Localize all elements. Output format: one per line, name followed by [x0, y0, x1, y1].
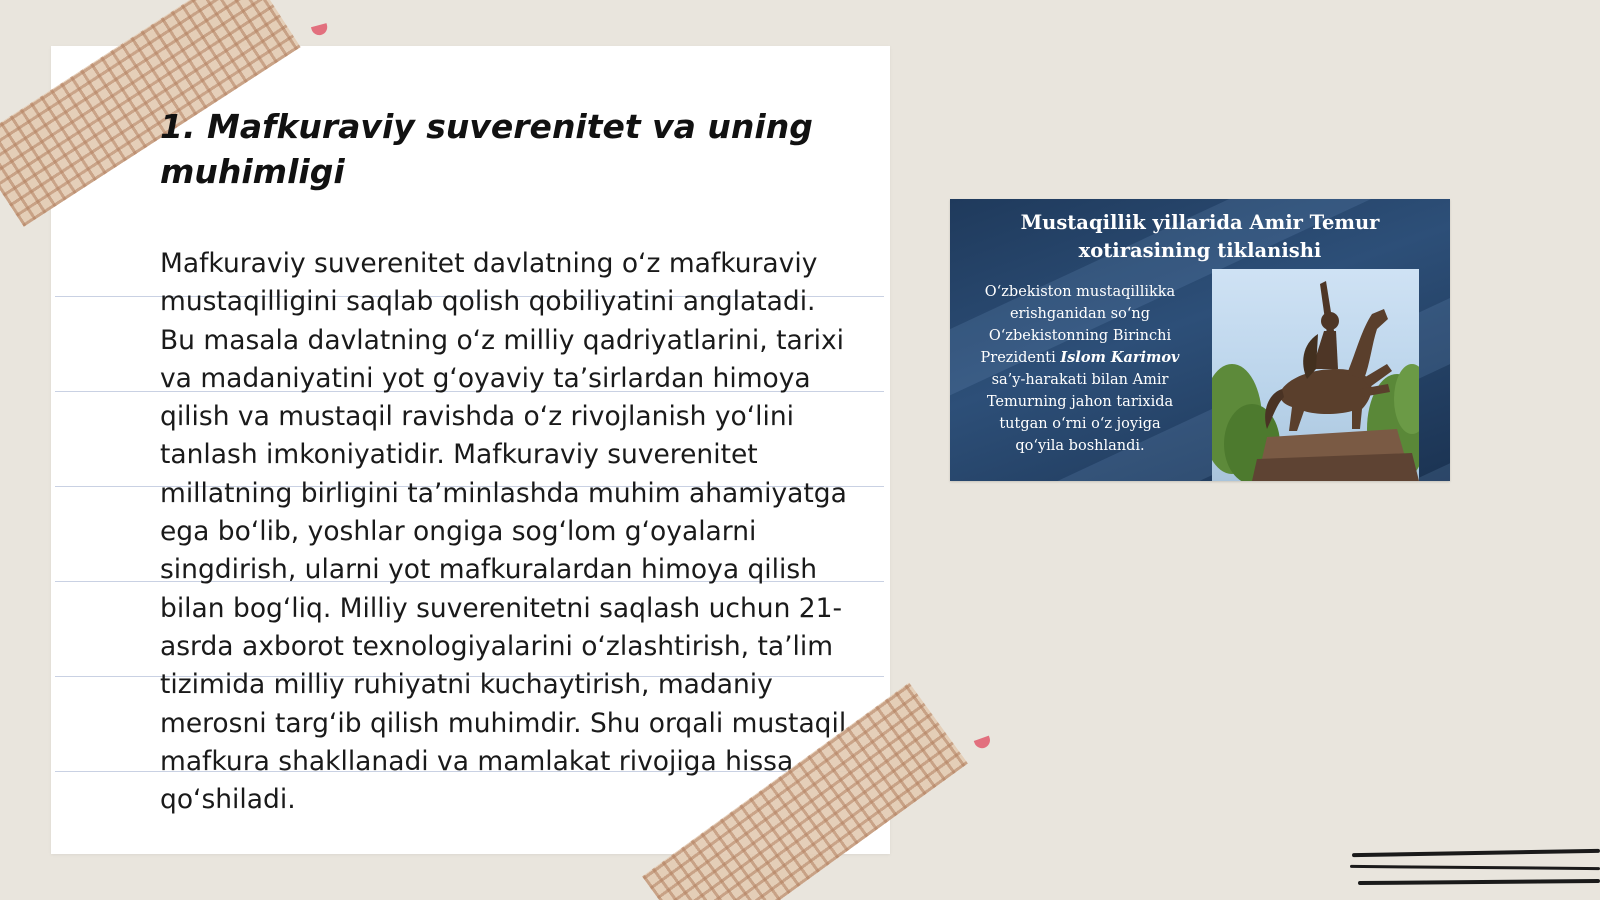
brush-stroke — [1352, 849, 1600, 857]
brush-stroke — [1350, 865, 1600, 870]
slide-body-text: Mafkuraviy suverenitet davlatning o‘z mafkuraviy mustaqilligini saqlab qolish qobiliyatini anglatadi. Bu masala davlatning o‘z milliy qadriyatlarini, tarixi va madaniyatini yot g‘oyaviy ta’sirlardan himoya qilish va mustaqil ravishda o‘z rivojlanish yo‘lini tanlash imkoniyatidir. Mafkuraviy suverenitet millatning birligini ta’minlashda muhim ahamiyatga ega bo‘lib, yoshlar ongiga sog‘lom g‘oyalarni singdirish, ularni yot mafkuralardan himoya qilish bilan bog‘liq. Milliy suverenitetni saqlash uchun 21-asrda axborot texnologiyalarini o‘zlashtirish, ta’lim tizimida milliy ruhiyatni kuchaytirish, madaniy merosni targ‘ib qilish muhimdir. Shu orqali mustaqil mafkura shakllanadi va mamlakat rivojiga hissa qo‘shiladi. — [160, 248, 847, 816]
card-title — [950, 209, 1450, 265]
card-caption-line: Temurning jahon tarixida — [986, 394, 1174, 410]
brush-stroke — [1358, 879, 1600, 885]
card-caption-line: O‘zbekiston mustaqillikka — [984, 284, 1176, 300]
pin-icon — [974, 736, 992, 751]
pin-icon — [311, 23, 329, 37]
card-title-line: Mustaqillik yillarida Amir Temur — [1020, 211, 1380, 234]
card-caption-line — [964, 347, 1196, 369]
card-caption-line: tutgan o‘rni o‘z joyiga — [999, 416, 1161, 432]
card-caption-line: qo‘yila boshlandi. — [1015, 438, 1145, 454]
equestrian-statue-icon — [1212, 269, 1419, 481]
card-caption-prefix: Prezidenti — [980, 350, 1061, 366]
card-title-line: xotirasining tiklanishi — [1078, 239, 1322, 262]
slide-title: 1. Mafkuraviy suverenitet va uning muhimligi — [160, 107, 813, 191]
card-caption — [964, 281, 1196, 457]
card-caption-line: sa’y-harakati bilan Amir — [991, 372, 1169, 388]
card-caption-line: O‘zbekistonning Birinchi — [988, 328, 1172, 344]
card-caption-emphasis: Islom Karimov — [1060, 349, 1180, 366]
picture-card — [950, 199, 1450, 481]
card-caption-line: erishganidan so‘ng — [1009, 306, 1151, 322]
